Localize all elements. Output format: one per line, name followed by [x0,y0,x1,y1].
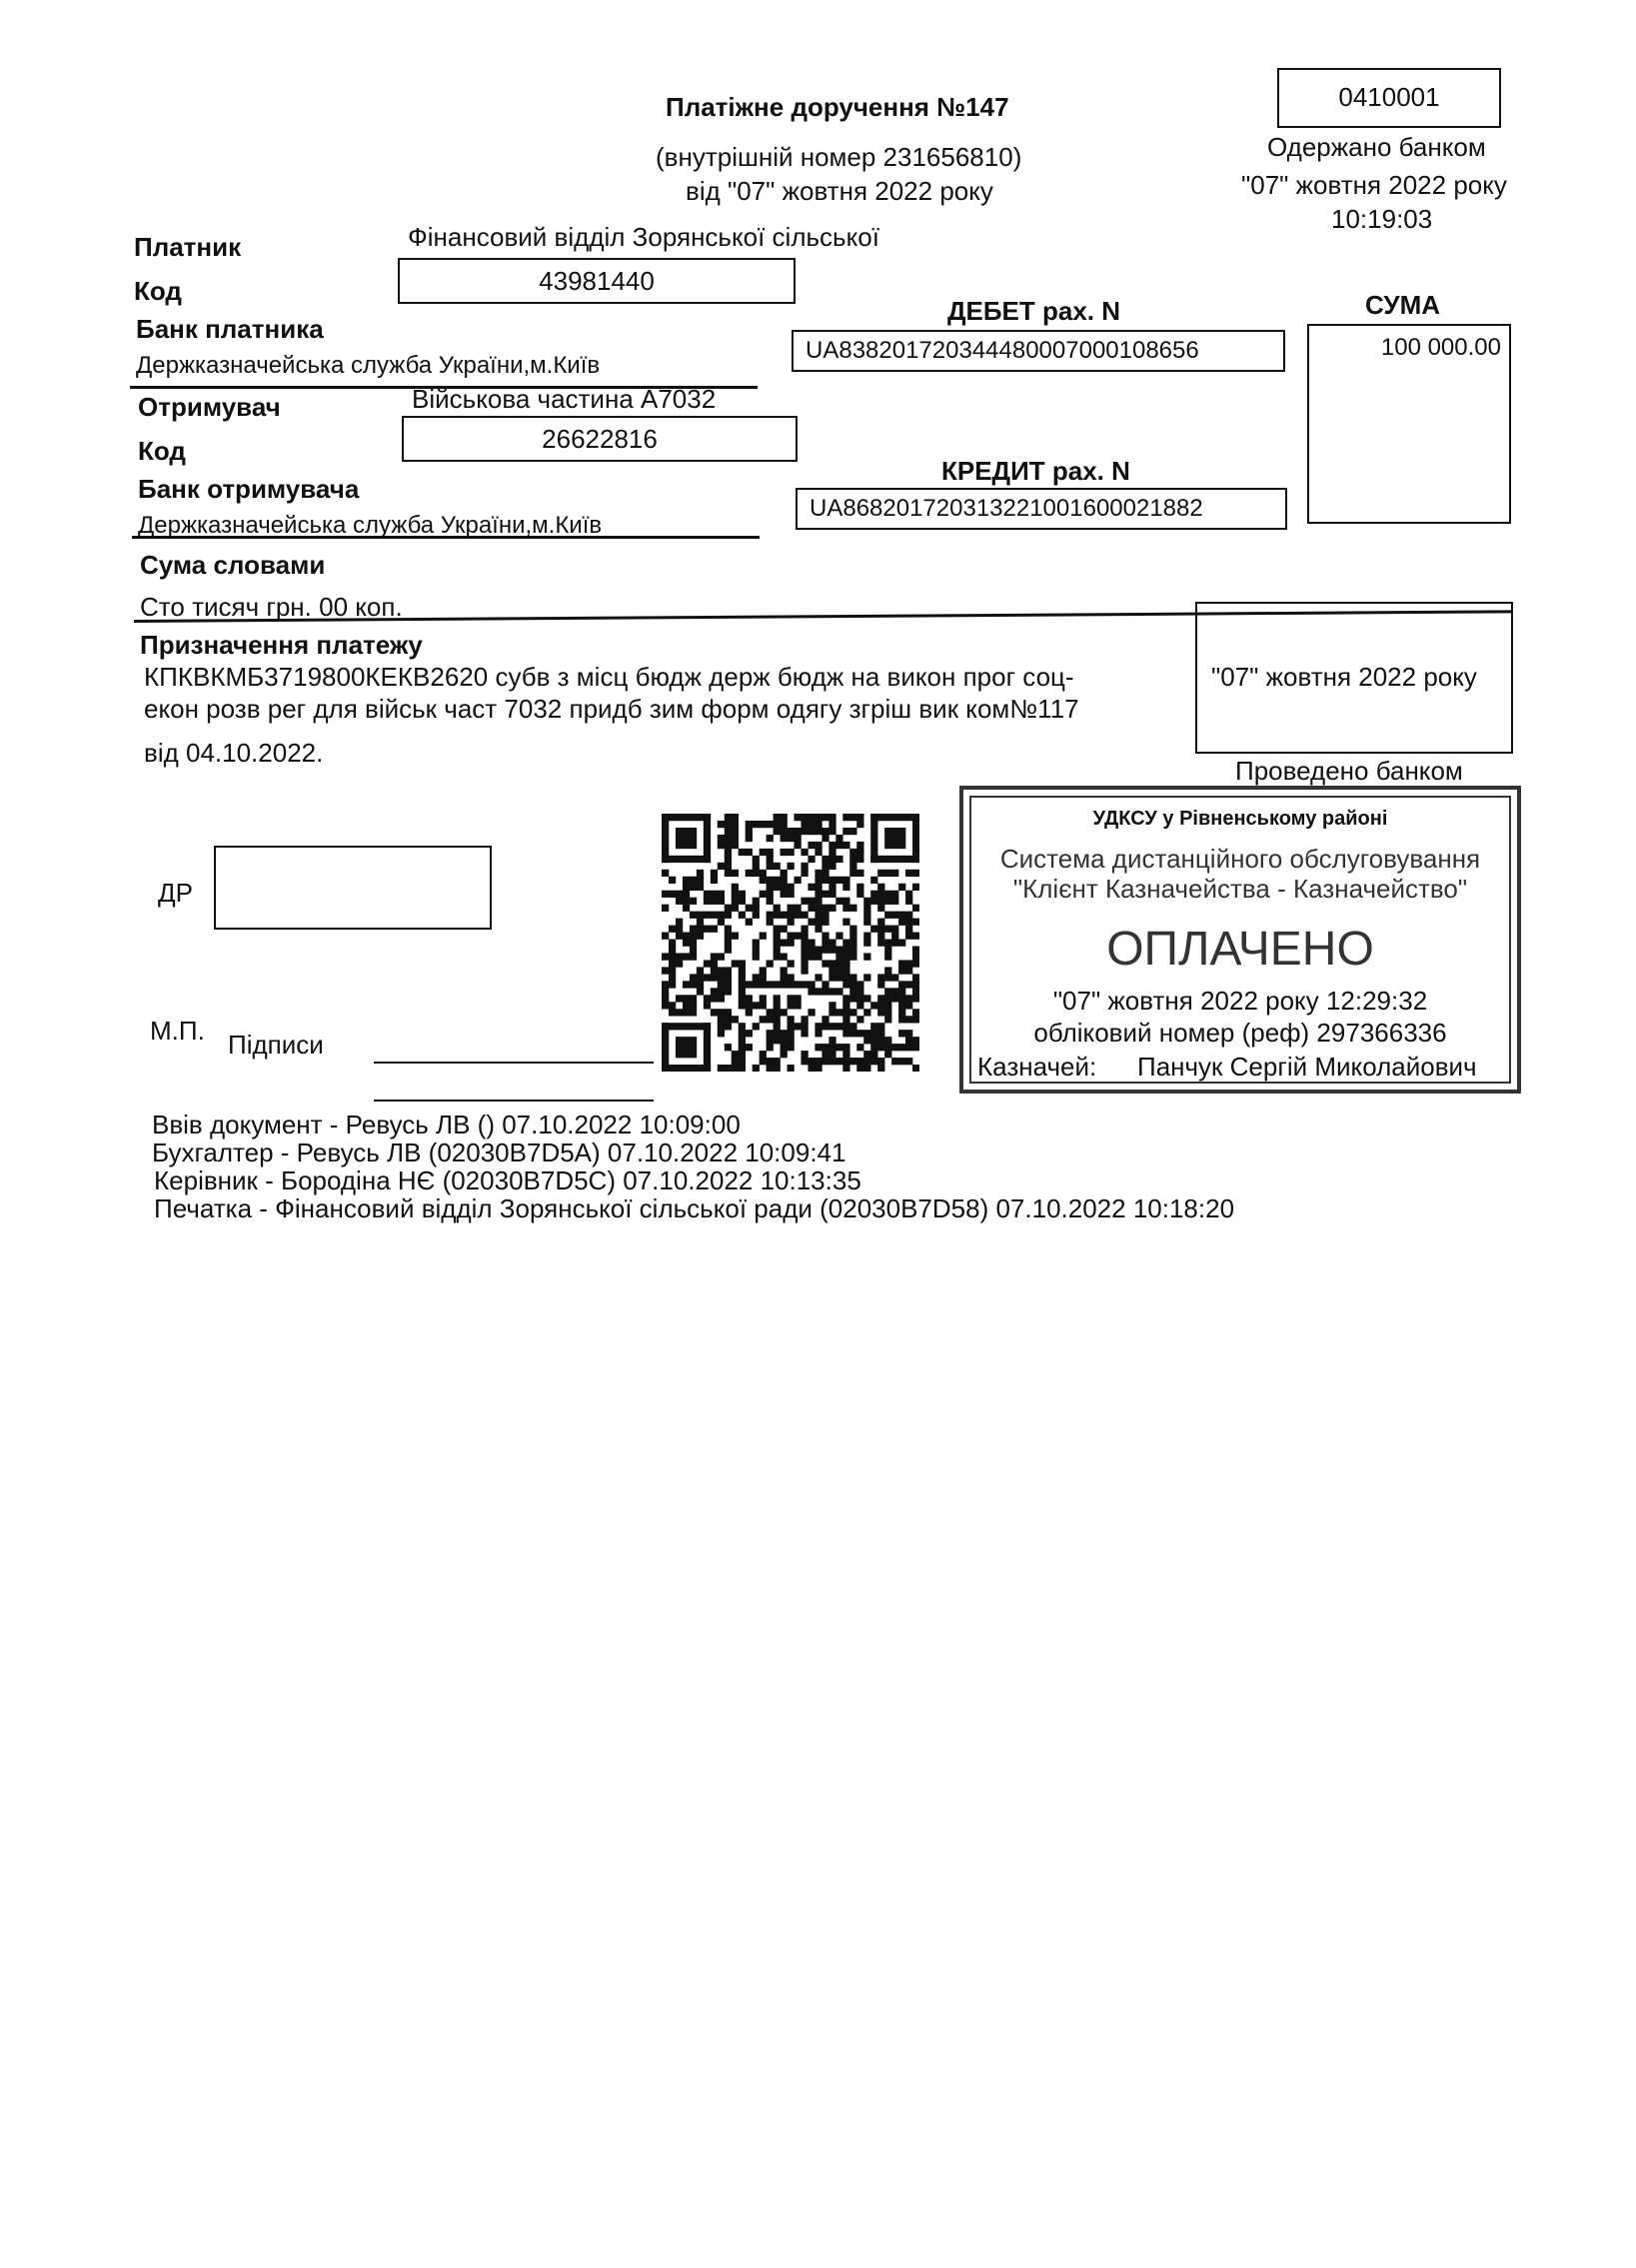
treasury-stamp [959,786,1521,1094]
purpose-line-2: екон розв рег для військ част 7032 придб зим форм одягу згріш вик ком№117 [144,694,1079,724]
signature-line-1 [374,1062,654,1064]
amount-words: Сто тисяч грн. 00 коп. [140,592,403,622]
stamp-treasurer-label: Казначей: [977,1052,1097,1082]
processed-box [1195,602,1513,754]
payer-name: Фінансовий відділ Зорянської сільської [408,222,879,252]
document-date: від "07" жовтня 2022 року [686,176,993,206]
recipient-bank-label: Банк отримувача [138,474,360,504]
document-title: Платіжне доручення №147 [666,92,1009,122]
recipient-name: Військова частина А7032 [412,384,717,414]
dr-box [214,846,492,930]
stamp-system-line-2: "Клієнт Казначейства - Казначейство" [1012,874,1468,904]
log-line-1: Ввів документ - Ревусь ЛВ () 07.10.2022 10:09:00 [152,1110,741,1139]
purpose-label: Призначення платежу [140,630,423,660]
purpose-line-3: від 04.10.2022. [144,738,324,768]
credit-account-box [796,488,1287,530]
stamp-ref: обліковий номер (реф) 297366336 [1033,1018,1447,1048]
log-line-3: Керівник - Бородіна НЄ (02030B7D5C) 07.10.2022 10:13:35 [154,1165,861,1195]
received-date: "07" жовтня 2022 року [1241,170,1507,200]
amount-label: СУМА [1365,290,1441,320]
recipient-label: Отримувач [138,392,281,422]
payer-code-box [398,258,796,304]
credit-label: КРЕДИТ рах. N [941,456,1130,486]
signatures-label: Підписи [228,1030,324,1060]
recipient-code-box [402,416,798,462]
debit-account: UA838201720344480007000108656 [806,337,1199,364]
internal-number: (внутрішній номер 231656810) [656,142,1022,172]
processed-date: "07" жовтня 2022 року [1211,662,1477,692]
payer-code: 43981440 [539,266,655,296]
amount-words-label: Сума словами [140,550,326,580]
debit-account-box [792,330,1285,372]
recipient-divider [132,536,760,539]
payer-bank-label: Банк платника [136,314,324,344]
debit-label: ДЕБЕТ рах. N [947,296,1121,326]
recipient-code: 26622816 [542,424,658,454]
credit-account: UA868201720313221001600021882 [810,495,1203,522]
signature-line-2 [374,1100,654,1102]
received-time: 10:19:03 [1331,204,1433,234]
purpose-line-1: КПКВКМБ3719800КЕКВ2620 субв з місц бюдж держ бюдж на викон прог соц- [144,662,1074,692]
recipient-code-label: Код [138,436,186,466]
qr-code-icon [662,814,919,1072]
received-label: Одержано банком [1267,132,1486,162]
dr-label: ДР [158,878,193,908]
processed-label: Проведено банком [1235,756,1463,786]
amount-box [1307,324,1511,524]
form-code-box [1277,68,1501,128]
stamp-org: УДКСУ у Рівненському районі [1092,808,1388,830]
amount-value: 100 000.00 [1380,334,1501,361]
log-line-2: Бухгалтер - Ревусь ЛВ (02030B7D5A) 07.10.2022 10:09:41 [152,1137,846,1167]
payer-label: Платник [134,232,242,262]
log-line-4: Печатка - Фінансовий відділ Зорянської сільської ради (02030B7D58) 07.10.2022 10:18:20 [154,1193,1235,1223]
form-code: 0410001 [1338,82,1440,112]
payer-code-label: Код [134,276,182,306]
stamp-system-line-1: Система дистанційного обслуговування [999,844,1481,874]
stamp-status: ОПЛАЧЕНО [1106,923,1374,976]
recipient-bank: Держказначейська служба України,м.Київ [138,512,603,539]
mp-label: М.П. [150,1016,205,1046]
stamp-treasurer-name: Панчук Сергій Миколайович [1137,1052,1477,1082]
stamp-datetime: "07" жовтня 2022 року 12:29:32 [1052,986,1428,1016]
payer-bank: Держказначейська служба України,м.Київ [136,352,601,379]
